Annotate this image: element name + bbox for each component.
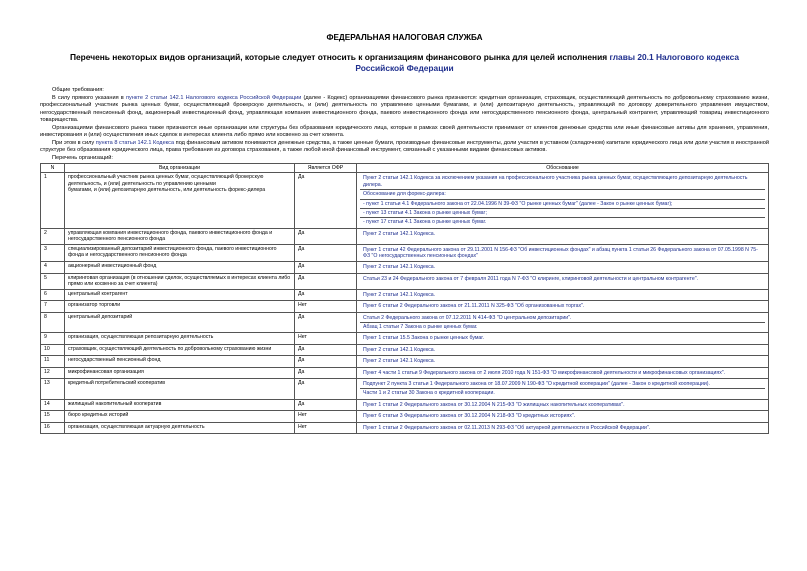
row-basis (357, 378, 769, 399)
table-row (41, 262, 769, 273)
basis-link[interactable]: Пункт 2 статьи 142.1 Кодекса. (363, 358, 436, 365)
row-number: 3 (41, 244, 65, 262)
row-org-type (65, 301, 295, 312)
org-type-text: организатор торговли (68, 302, 121, 309)
row-is-ofr: Да (295, 173, 357, 228)
basis-link[interactable]: Части 1 и 2 статьи 30 Закона о кредитной кооперации. (360, 388, 765, 397)
row-basis (357, 262, 769, 273)
org-type-text: бюро кредитных историй (68, 412, 129, 419)
table-row (41, 367, 769, 378)
row-basis (357, 244, 769, 262)
basis-link[interactable]: Подпункт 2 пункта 3 статьи 1 Федерального закона от 18.07.2009 N 190-ФЗ "О кредитной кооперации" (далее - Закон о кредитной кооперации). (363, 380, 710, 387)
subtitle-link[interactable]: главы 20.1 Налогового кодекса Российской Федерации (355, 52, 740, 73)
row-number: 12 (41, 367, 65, 378)
row-org-type (65, 367, 295, 378)
row-org-type (65, 422, 295, 433)
basis-link[interactable]: - пункт 17 статьи 4.1 Закона о рынке ценных бумаг. (360, 217, 765, 226)
row-is-ofr: Да (295, 312, 357, 333)
table-body (41, 173, 769, 434)
basis-link[interactable]: Обоснование для форекс-дилера: (360, 189, 765, 198)
basis-link[interactable]: Пункт 2 статьи 142.1 Кодекса за исключением указания на профессионального участника рынка ценных бумаг, осуществляющего депозитарную деятельность дилера. (363, 175, 748, 188)
row-number: 4 (41, 262, 65, 273)
table-row (41, 356, 769, 367)
row-is-ofr: Нет (295, 411, 357, 422)
row-is-ofr: Нет (295, 333, 357, 344)
row-number: 10 (41, 344, 65, 355)
row-basis (357, 301, 769, 312)
org-type-text: акционерный инвестиционный фонд (68, 263, 157, 270)
basis-link[interactable]: Пункт 1 статьи 2 Федерального закона от 02.11.2013 N 293-ФЗ "Об актуарной деятельности в Российской Федерации". (363, 424, 651, 431)
row-is-ofr: Да (295, 244, 357, 262)
basis-link[interactable]: Пункт 4 части 1 статьи 9 Федерального закона от 2 июля 2010 года N 151-ФЗ "О микрофинансовой деятельности и микрофинансовых организациях". (363, 369, 726, 376)
intro-link-point-8[interactable]: пункта 8 статьи 142.1 Кодекса (95, 139, 175, 146)
row-number: 6 (41, 289, 65, 300)
org-type-text: организация, осуществляющая актуарную деятельность (68, 423, 205, 430)
org-type-text: микрофинансовая организация (68, 368, 144, 375)
basis-link[interactable]: Абзац 1 статьи 7 Закона о рынке ценных бумаг. (360, 322, 765, 331)
intro-link-article-142-1[interactable]: пункте 2 статьи 142.1 Налогового кодекса Российской Федерации (125, 94, 302, 101)
table-row (41, 378, 769, 399)
table-row (41, 411, 769, 422)
row-is-ofr: Да (295, 262, 357, 273)
row-is-ofr: Да (295, 228, 357, 244)
table-row (41, 273, 769, 289)
row-org-type (65, 378, 295, 399)
row-is-ofr: Да (295, 356, 357, 367)
org-type-text: организация, осуществляющая репозитарную деятельность (68, 334, 214, 341)
basis-link[interactable]: Пункт 6 статьи 2 Федерального закона от 21.11.2011 N 325-ФЗ "Об организованных торгах". (363, 303, 585, 310)
row-number: 8 (41, 312, 65, 333)
org-type-text: кредитный потребительский кооператив (68, 379, 166, 386)
row-number: 11 (41, 356, 65, 367)
row-basis (357, 173, 769, 228)
document-subtitle (40, 52, 769, 73)
row-basis (357, 422, 769, 433)
basis-link[interactable]: Пункт 2 статьи 142.1 Кодекса. (363, 264, 436, 271)
intro-paragraph-1: В силу прямого указания в пункте 2 статьи 142.1 Налогового кодекса Российской Федерации (далее - Кодекс) организациями финансового рынка признаются: кредитная организация, страховщик, осуществляющий деятельность по добровольному страхованию жизни, профессиональный участник рынка ценных бумаг, осуществляющий брокерскую деятельность, и (или) деятельность по управлению ценными бумагами, и (или) депозитарную деятельность, управляющий по договору доверительного управления имуществом, негосударственный пенсионный фонд, акционерный инвестиционный фонд, управляющая компания инвестиционного фонда, паевого инвестиционного фонда или негосударственного пенсионного фонда, центральный контрагент, управляющий товарищ инвестиционного товарищества. (40, 94, 769, 123)
page-title: ФЕДЕРАЛЬНАЯ НАЛОГОВАЯ СЛУЖБА (326, 33, 483, 42)
intro-section (40, 87, 769, 162)
basis-link[interactable]: Пункт 6 статьи 3 Федерального закона от 30.12.2004 N 218-ФЗ "О кредитных историях". (363, 413, 576, 420)
table-row (41, 244, 769, 262)
row-number: 1 (41, 173, 65, 228)
row-org-type (65, 173, 295, 228)
row-is-ofr: Да (295, 378, 357, 399)
header-is-ofr: Является ОФР (295, 164, 357, 173)
table-row (41, 173, 769, 228)
row-org-type (65, 273, 295, 289)
row-is-ofr: Нет (295, 301, 357, 312)
organizations-table (40, 163, 769, 434)
row-is-ofr: Да (295, 344, 357, 355)
row-basis (357, 367, 769, 378)
row-org-type (65, 411, 295, 422)
table-header-row (41, 164, 769, 173)
row-basis (357, 344, 769, 355)
row-org-type (65, 344, 295, 355)
table-row (41, 301, 769, 312)
intro-heading: Общие требования: (52, 87, 104, 93)
basis-link[interactable]: Пункт 1 статьи 15.5 Закона о рынке ценных бумаг. (363, 335, 485, 342)
row-basis (357, 312, 769, 333)
row-basis (357, 273, 769, 289)
org-type-text: клиринговая организация (в отношении сделок, осуществляемых в интересах клиента либо прямо или косвенно за счет клиента) (68, 274, 291, 288)
header-basis: Обоснование (357, 164, 769, 173)
row-basis (357, 333, 769, 344)
row-basis (357, 228, 769, 244)
org-type-text: негосударственный пенсионный фонд (68, 357, 161, 364)
row-org-type (65, 356, 295, 367)
basis-link[interactable]: Пункт 2 статьи 142.1 Кодекса. (363, 346, 436, 353)
basis-link[interactable]: Статья 2 Федерального закона от 07.12.2011 N 414-ФЗ "О центральном депозитарии". (363, 314, 572, 321)
row-org-type (65, 333, 295, 344)
row-org-type (65, 244, 295, 262)
table-row (41, 312, 769, 333)
org-type-text: жилищный накопительный кооператив (68, 400, 162, 407)
org-type-text: центральный контрагент (68, 290, 128, 297)
header-num: N (41, 164, 65, 173)
row-basis (357, 411, 769, 422)
row-number: 13 (41, 378, 65, 399)
table-row (41, 333, 769, 344)
row-org-type (65, 289, 295, 300)
table-row (41, 289, 769, 300)
row-is-ofr: Да (295, 399, 357, 410)
basis-link[interactable]: Пункт 1 статьи 42 Федерального закона от 29.11.2001 N 156-ФЗ "Об инвестиционных фондах" и абзац пункта 1 статьи 26 Федерального закона от 07.05.1998 N 75-ФЗ "О негосударственных пенсионных фондах" (363, 246, 758, 260)
org-type-text: бумагами, и (или) депозитарную деятельность, или деятельность форекс-дилера (68, 187, 266, 194)
basis-link[interactable]: - пункт 13 статьи 4.1 Закона о рынке ценных бумаг; (360, 208, 765, 217)
row-is-ofr: Да (295, 273, 357, 289)
basis-link[interactable]: Статьи 23 и 24 Федерального закона от 7 февраля 2011 года N 7-ФЗ "О клиринге, клиринговой деятельности и центральном контрагенте". (363, 275, 699, 282)
row-number: 16 (41, 422, 65, 433)
table-row (41, 422, 769, 433)
row-number: 9 (41, 333, 65, 344)
org-type-text: профессиональный участник рынка ценных бумаг, осуществляющий брокерскую деятельность, и (или) деятельность по управлению ценными (68, 174, 264, 187)
table-row (41, 228, 769, 244)
intro-list-heading: Перечень организаций: (52, 154, 113, 161)
table-row (41, 399, 769, 410)
row-number: 7 (41, 301, 65, 312)
basis-link[interactable]: Пункт 2 статьи 142.1 Кодекса. (363, 230, 436, 237)
basis-link[interactable]: Пункт 1 статьи 2 Федерального закона от 30.12.2004 N 215-ФЗ "О жилищных накопительных кооперативах". (363, 401, 625, 408)
row-org-type (65, 228, 295, 244)
basis-link[interactable]: - пункт 1 статьи 4.1 Федерального закона от 22.04.1996 N 39-ФЗ "О рынке ценных бумаг" (далее - Закон о рынке ценных бумаг); (360, 199, 765, 208)
row-basis (357, 289, 769, 300)
row-is-ofr: Да (295, 367, 357, 378)
row-number: 14 (41, 399, 65, 410)
basis-link[interactable]: Пункт 2 статьи 142.1 Кодекса. (363, 291, 436, 298)
intro-paragraph-3: При этом в силу пункта 8 статьи 142.1 Кодекса под финансовым активом понимаются денежные средства, а также ценные бумаги, производные финансовые инструменты, доли участия в уставном (складочном) капитале юридического лица или доли участия в иностранной структуре без образования юридического лица, права требования из договора страхования, а также любой иной финансовый инструмент, связанный с указанными видами финансовых активов. (40, 139, 769, 153)
row-is-ofr: Нет (295, 422, 357, 433)
row-number: 15 (41, 411, 65, 422)
header-type: Вид организации (65, 164, 295, 173)
row-org-type (65, 262, 295, 273)
table-row (41, 344, 769, 355)
org-type-text: центральный депозитарий (68, 313, 133, 320)
org-type-text: специализированный депозитарий инвестиционного фонда, паевого инвестиционного фонда и негосударственного пенсионного фонда (68, 245, 277, 259)
row-number: 5 (41, 273, 65, 289)
row-number: 2 (41, 228, 65, 244)
row-org-type (65, 312, 295, 333)
row-basis (357, 356, 769, 367)
subtitle-text: Перечень некоторых видов организаций, которые следует относить к организациям финансового рынка для целей исполнения (69, 52, 610, 62)
row-is-ofr: Да (295, 289, 357, 300)
intro-paragraph-2: Организациями финансового рынка также признаются иные организации или структуры без образования юридического лица, которые в рамках своей деятельности принимают от клиентов денежные средства или иные финансовые активы для хранения, управления, инвестирования и (или) осуществления иных сделок в интересах клиента либо прямо или косвенно за счет клиента. (40, 124, 769, 138)
org-type-text: управляющая компания инвестиционного фонда, паевого инвестиционного фонда и негосударственного пенсионного фонда (68, 229, 273, 243)
row-basis (357, 399, 769, 410)
row-org-type (65, 399, 295, 410)
org-type-text: страховщик, осуществляющий деятельность по добровольному страхованию жизни (68, 345, 272, 352)
